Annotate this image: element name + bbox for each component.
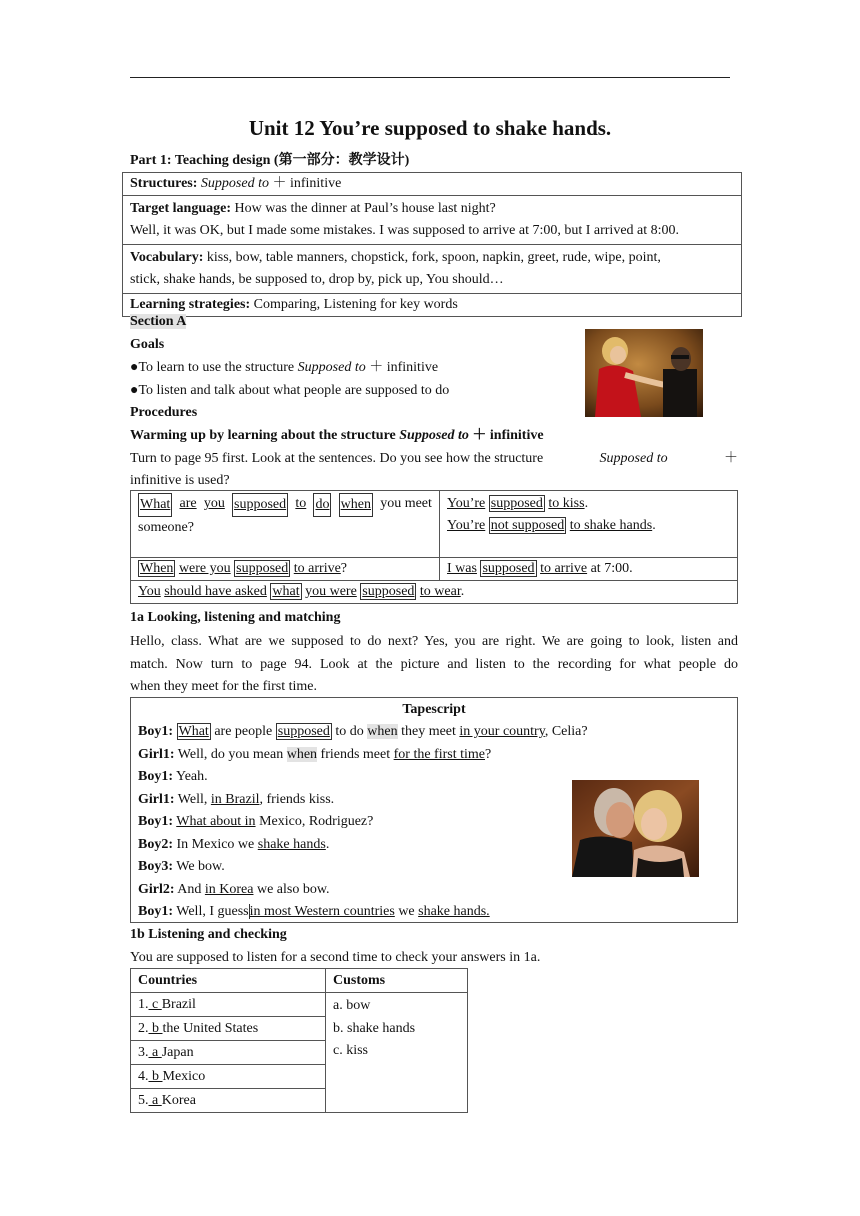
tape-in-your-country: in your country — [459, 724, 545, 739]
ex-should-have-asked: should have asked — [164, 584, 267, 599]
tape-when: when — [286, 746, 318, 762]
country-answer: b — [148, 1069, 163, 1084]
warming-heading-text: Warming up by learning about the structure — [130, 428, 396, 443]
strategies-label: Learning strategies: — [130, 297, 251, 312]
goals-heading: Goals — [130, 337, 165, 352]
speaker-boy3: Boy3: — [138, 859, 173, 874]
ex-i-was: I was — [447, 561, 477, 576]
warming-heading-tail: ＋ infinitive — [472, 428, 544, 443]
ex-at-seven: at 7:00. — [587, 561, 633, 576]
vocab-label: Vocabulary: — [130, 250, 204, 265]
onea-line1: Hello, class. What are we supposed to do next? Yes, you are right. We are going to look, listen and — [130, 634, 738, 649]
custom-kiss: c. kiss — [333, 1043, 368, 1058]
speaker-boy2: Boy2: — [138, 836, 173, 852]
tape-text: Mexico, Rodriguez? — [255, 814, 374, 829]
ex-supposed: supposed — [232, 493, 288, 517]
customs-header: Customs — [326, 969, 468, 993]
ex-you: you — [203, 496, 225, 511]
country-row-1 — [131, 993, 468, 1017]
part1-heading: Part 1: Teaching design (第一部分：教学设计) — [130, 153, 410, 168]
tape-text: Well, I guess — [173, 904, 249, 919]
country-name: Korea — [161, 1093, 196, 1108]
tape-text: ? — [485, 746, 492, 762]
section-a-label: Section A — [130, 314, 187, 329]
country-answer: b — [148, 1021, 163, 1036]
ex-you-were: you were — [305, 584, 357, 599]
tape-text: And — [174, 881, 205, 897]
tape-text: We bow. — [173, 859, 225, 874]
ex-supposed-4: supposed — [482, 561, 535, 576]
speaker-girl2: Girl2: — [138, 881, 175, 897]
tape-in-most-western-countries: in most Western countries — [249, 904, 395, 919]
ex-youre-1: You’re — [447, 496, 486, 511]
tape-in-brazil: in Brazil — [210, 791, 260, 807]
ex-what-2: what — [272, 584, 300, 599]
onea-line2: match. Now turn to page 94. Look at the picture and listen to the recording for what people do — [130, 656, 738, 672]
tape-line-9 — [138, 901, 737, 924]
tape-line-2 — [138, 744, 737, 767]
goal-1 — [130, 358, 438, 378]
custom-bow: a. bow — [333, 998, 371, 1013]
ex-you-meet: you meet — [380, 496, 432, 511]
tape-text: In Mexico we — [173, 836, 258, 852]
tape-what: What — [178, 724, 209, 739]
tape-supposed: supposed — [277, 724, 330, 739]
country-num: 5. — [138, 1093, 149, 1108]
goal1-text: ●To learn to use the structure — [130, 360, 295, 375]
tape-text: to do — [331, 724, 368, 739]
design-row-structures — [123, 173, 742, 196]
warming-heading — [130, 426, 544, 446]
tape-text: . — [325, 836, 330, 852]
speaker-boy1: Boy1: — [138, 814, 173, 829]
procedures-heading: Procedures — [130, 405, 198, 420]
tape-text: Yeah. — [173, 769, 208, 784]
ex-to-shake-hands: to shake hands — [569, 518, 653, 533]
speaker-girl1: Girl1: — [138, 746, 175, 762]
tape-when: when — [367, 724, 398, 739]
ex-when: when — [339, 493, 373, 517]
top-rule — [130, 77, 730, 78]
speaker-boy1: Boy1: — [138, 724, 173, 739]
examples-row-1 — [131, 491, 738, 558]
tape-text: we — [394, 904, 419, 919]
country-num: 3. — [138, 1045, 149, 1060]
ex-do: do — [313, 493, 331, 517]
warming-para-plus: ＋ — [723, 451, 738, 466]
tape-text: , friends kiss. — [259, 791, 335, 807]
ex-someone: someone? — [138, 520, 194, 535]
onea-paragraph — [130, 631, 738, 699]
ex-supposed-3: supposed — [236, 561, 289, 576]
warming-paragraph — [130, 448, 738, 492]
ex-youre-2: You’re — [447, 518, 486, 533]
customs-header-row — [131, 969, 468, 993]
greeting-photo — [585, 329, 703, 417]
ex-period-2: . — [652, 518, 656, 533]
target-line2: Well, it was OK, but I made some mistakes. I was supposed to arrive at 7:00, but I arrived at 8:00. — [130, 223, 680, 238]
structures-value: infinitive — [289, 176, 342, 191]
kiss-photo — [572, 780, 699, 877]
ex-when-2: When — [140, 561, 174, 576]
examples-row-2 — [131, 558, 738, 581]
goal-2: ●To listen and talk about what people are supposed to do — [130, 383, 450, 398]
design-row-strategies — [123, 294, 742, 317]
goal1-italic: Supposed to — [297, 360, 366, 375]
design-row-target — [123, 196, 742, 245]
country-name: the United States — [162, 1021, 259, 1036]
ex-are: are — [179, 496, 197, 511]
ex-question: ? — [340, 561, 348, 576]
speaker-boy1: Boy1: — [138, 904, 173, 919]
ex-period-3: . — [460, 584, 465, 599]
country-answer: a — [148, 1045, 162, 1060]
country-name: Japan — [161, 1045, 194, 1060]
custom-shake-hands: b. shake hands — [333, 1020, 416, 1036]
onea-line3: when they meet for the first time. — [130, 679, 317, 694]
goal1-tail: ＋ infinitive — [369, 360, 439, 375]
customs-table — [130, 968, 468, 1113]
country-name: Mexico — [162, 1069, 206, 1084]
examples-row-3 — [131, 581, 738, 604]
ex-supposed-2: supposed — [490, 496, 543, 511]
tape-shake-hands: shake hands. — [418, 904, 490, 919]
design-row-vocabulary — [123, 245, 742, 294]
tape-line-1 — [138, 721, 737, 744]
plus-symbol: ＋ — [272, 176, 287, 191]
ex-to: to — [295, 496, 307, 511]
tapescript-title: Tapescript — [402, 702, 466, 717]
tape-for-the-first-time: for the first time — [393, 746, 485, 762]
vocab-line2: stick, shake hands, be supposed to, drop by, pick up, You should… — [130, 272, 504, 287]
onea-heading: 1a Looking, listening and matching — [130, 610, 341, 625]
tape-text: Well, do you mean — [174, 746, 287, 762]
tape-text: friends meet — [317, 746, 394, 762]
structures-value-italic: Supposed to — [200, 176, 269, 191]
tape-text: they meet — [397, 724, 460, 739]
country-num: 2. — [138, 1021, 149, 1036]
tape-in-korea: in Korea — [204, 881, 254, 897]
warming-para-text: Turn to page 95 first. Look at the sentences. Do you see how the structure — [130, 451, 544, 466]
target-label: Target language: — [130, 201, 231, 216]
vocab-line1: kiss, bow, table manners, chopstick, fork, spoon, napkin, greet, rude, wipe, point, — [206, 250, 661, 265]
tape-line-8 — [138, 879, 737, 902]
oneb-paragraph: You are supposed to listen for a second time to check your answers in 1a. — [130, 950, 541, 965]
design-table — [122, 172, 742, 317]
oneb-heading: 1b Listening and checking — [130, 927, 287, 942]
country-name: Brazil — [161, 997, 196, 1012]
strategies-value: Comparing, Listening for key words — [253, 297, 458, 312]
tape-what-about-in: What about in — [176, 814, 256, 829]
examples-table — [130, 490, 738, 604]
page-title: Unit 12 You’re supposed to shake hands. — [248, 116, 612, 140]
ex-supposed-5: supposed — [362, 584, 415, 599]
tape-text: we also bow. — [253, 881, 330, 897]
country-answer: c — [148, 997, 162, 1012]
ex-shake-line — [447, 515, 730, 537]
ex-what: What — [138, 493, 172, 517]
tape-shake-hands: shake hands — [257, 836, 326, 852]
tape-text: are people — [210, 724, 276, 739]
country-answer: a — [148, 1093, 162, 1108]
ex-were-you: were you — [178, 561, 231, 576]
country-num: 4. — [138, 1069, 149, 1084]
warming-para-italic: Supposed to — [599, 451, 668, 466]
ex-to-wear: to wear — [419, 584, 461, 599]
target-line1: How was the dinner at Paul’s house last night? — [234, 201, 496, 216]
tape-text: Well, — [174, 791, 211, 807]
ex-to-arrive: to arrive — [293, 561, 341, 576]
ex-to-arrive-2: to arrive — [540, 561, 588, 576]
structures-label: Structures: — [130, 176, 198, 191]
kiss-photo-image — [572, 780, 699, 877]
ex-you-3: You — [138, 584, 161, 599]
section-a-heading — [130, 312, 186, 332]
speaker-girl1: Girl1: — [138, 791, 175, 807]
warming-para-tail: infinitive is used? — [130, 473, 230, 488]
country-num: 1. — [138, 997, 149, 1012]
ex-period-1: . — [584, 496, 589, 511]
greeting-photo-image — [585, 329, 703, 417]
customs-list — [326, 993, 468, 1113]
warming-heading-italic: Supposed to — [399, 428, 469, 443]
tape-text: , Celia? — [544, 724, 588, 739]
ex-kiss-line — [447, 493, 730, 515]
countries-header: Countries — [131, 969, 326, 993]
speaker-boy1: Boy1: — [138, 769, 173, 784]
ex-to-kiss: to kiss — [548, 496, 585, 511]
ex-not-supposed: not supposed — [490, 518, 565, 533]
